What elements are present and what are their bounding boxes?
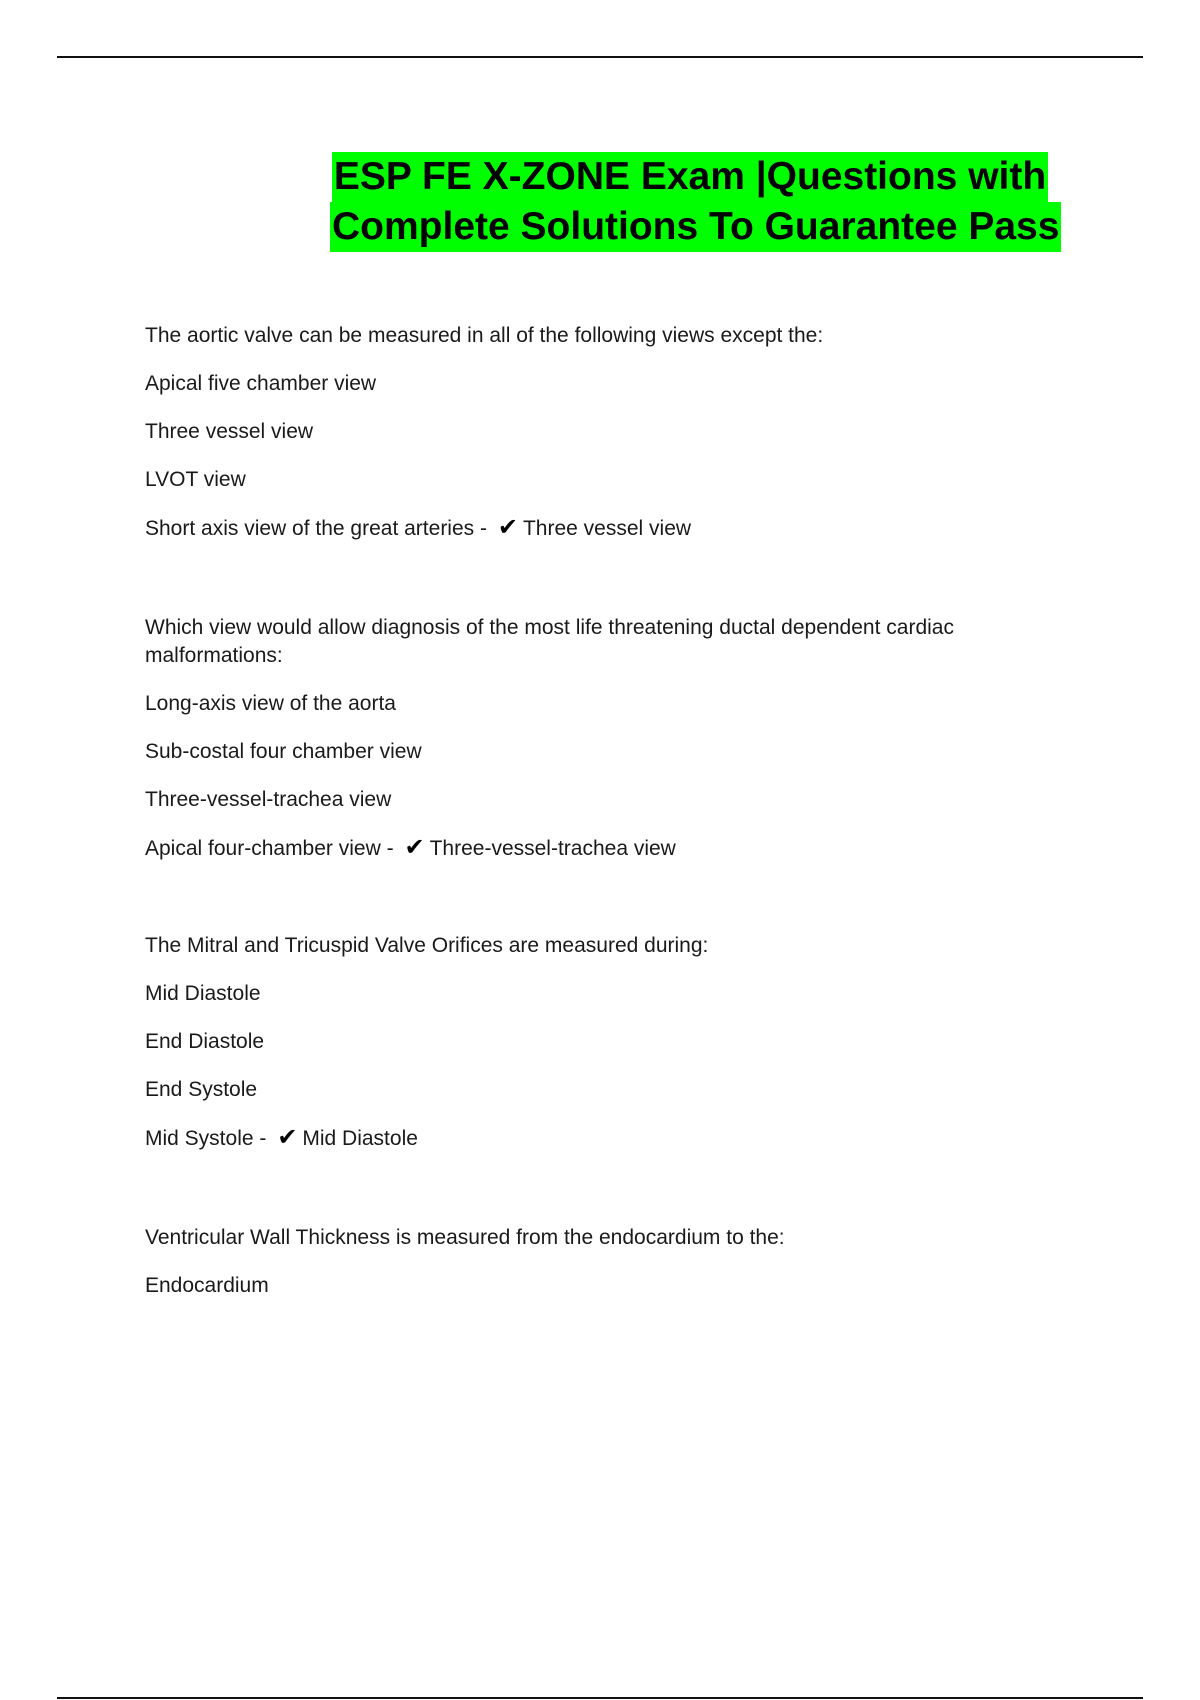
bottom-rule xyxy=(57,1697,1143,1699)
answer-option: Sub-costal four chamber view xyxy=(145,740,422,763)
answer-line xyxy=(145,1124,1045,1152)
document-title xyxy=(330,152,1060,252)
question-block xyxy=(145,614,1045,862)
title-line-1: ESP FE X-ZONE Exam |Questions with xyxy=(332,152,1048,202)
question-list xyxy=(145,322,1045,1347)
check-icon: ✔ xyxy=(497,514,519,541)
answer-option: Long-axis view of the aorta xyxy=(145,692,396,715)
answer-option: Mid Systole - xyxy=(145,1127,267,1150)
answer-line xyxy=(145,514,1045,542)
question-prompt: The aortic valve can be measured in all of the following views except the: xyxy=(145,324,824,347)
answer-option: Mid Diastole xyxy=(145,982,261,1005)
answer-option: Endocardium xyxy=(145,1274,269,1297)
answer-option: Apical five chamber view xyxy=(145,372,377,395)
question-block xyxy=(145,322,1045,542)
question-block xyxy=(145,1224,1045,1299)
answer-option: Three-vessel-trachea view xyxy=(145,788,392,811)
title-line-2: Complete Solutions To Guarantee Pass xyxy=(330,202,1061,252)
check-icon: ✔ xyxy=(404,834,425,861)
correct-answer: Mid Diastole xyxy=(302,1127,418,1150)
question-block xyxy=(145,932,1045,1152)
answer-option: LVOT view xyxy=(145,468,246,491)
question-prompt: The Mitral and Tricuspid Valve Orifices are measured during: xyxy=(145,934,709,957)
answer-line xyxy=(145,834,1045,862)
answer-option: End Systole xyxy=(145,1078,258,1101)
correct-answer: Three-vessel-trachea view xyxy=(429,837,676,860)
answer-option: Apical four-chamber view - xyxy=(145,837,394,860)
question-prompt: Ventricular Wall Thickness is measured from the endocardium to the: xyxy=(145,1226,785,1249)
answer-option: End Diastole xyxy=(145,1030,265,1053)
answer-option: Three vessel view xyxy=(145,420,314,443)
answer-option: Short axis view of the great arteries - xyxy=(145,517,487,540)
top-rule xyxy=(57,56,1143,58)
correct-answer: Three vessel view xyxy=(522,517,692,540)
check-icon: ✔ xyxy=(277,1124,298,1151)
question-prompt: Which view would allow diagnosis of the most life threatening ductal dependent cardiac malformations: xyxy=(145,616,954,667)
